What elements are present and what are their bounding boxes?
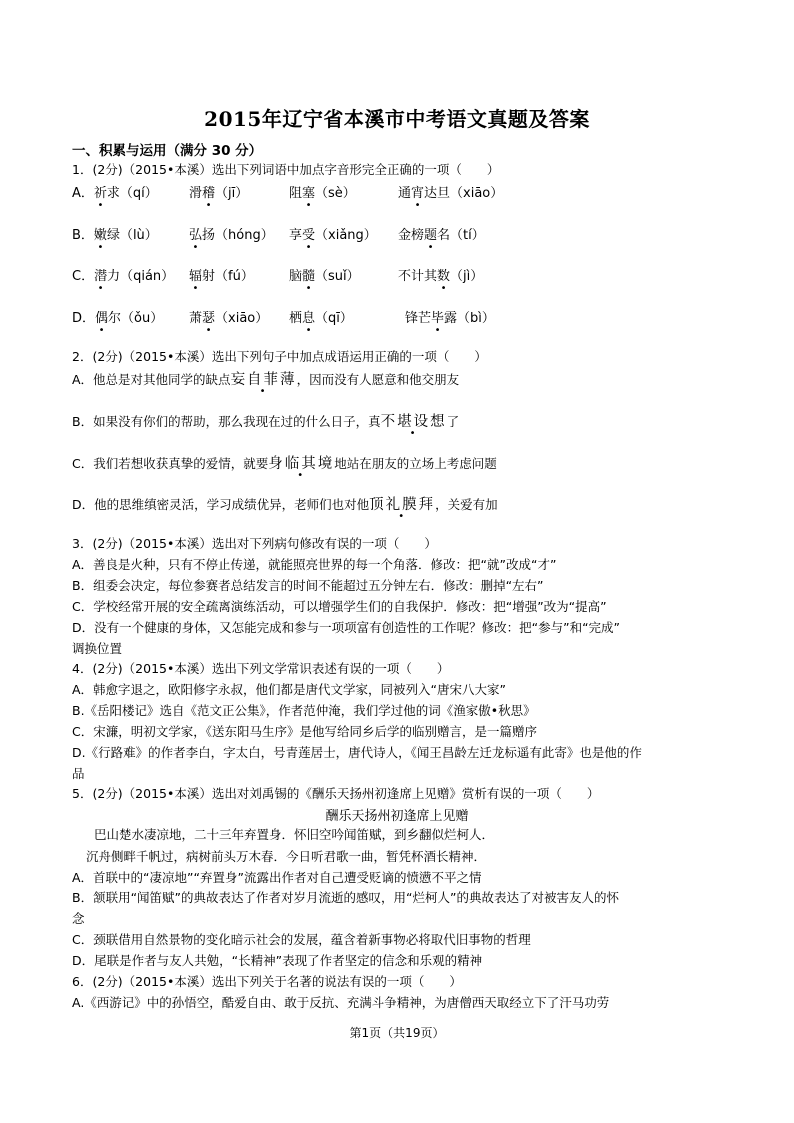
dotted-char: 数	[437, 269, 451, 284]
dotted-char: 髓	[302, 269, 316, 284]
dotted-char: 祈	[93, 186, 107, 201]
dotted-char: 潜	[94, 269, 108, 284]
q2-option-a: A．他总是对其他同学的缺点妄自菲薄，因而没有人愿意和他交朋友	[72, 372, 460, 388]
dotted-idiom: 身临其境	[268, 456, 335, 472]
q1-stem: 1．(2分)（2015•本溪）选出下列词语中加点字音形完全正确的一项（ ）	[72, 162, 500, 177]
q1-a-3: 阻塞（sè）	[289, 186, 356, 201]
dotted-char: 稽	[202, 186, 216, 201]
q3-option-a: A．善良是火种，只有不停止传递，就能照亮世界的每一个角落．修改：把“就”改成“才”	[72, 557, 557, 572]
dotted-char: 嫩	[93, 228, 107, 243]
dotted-char: 偶	[95, 311, 109, 326]
q5-option-c: C．颈联借用自然景物的变化暗示社会的发展，蕴含着新事物必将取代旧事物的哲理	[72, 932, 531, 947]
poem-line-2: 沉舟侧畔千帆过，病树前头万木春．今日听君歌一曲，暂凭杯酒长精神．	[86, 849, 487, 864]
q5-stem: 5．(2分)（2015•本溪）选出对刘禹锡的《酬乐天扬州初逢席上见赠》赏析有误的一项（ ）	[72, 786, 600, 801]
q6-option-a: A.《西游记》中的孙悟空，酷爱自由、敢于反抗、充满斗争精神，为唐僧西天取经立下了汗马功劳	[72, 995, 610, 1010]
q2-option-d: D．他的思维缜密灵活，学习成绩优异，老师们也对他顶礼膜拜，关爱有加	[72, 497, 498, 513]
q1-d-3: 栖息（qī）	[289, 311, 353, 326]
q1-d-1: D．偶尔（ǒu）	[72, 311, 164, 326]
dotted-char: 瑟	[202, 311, 216, 326]
page-footer: 第1页（共19页）	[349, 1026, 445, 1040]
q5-option-a: A．首联中的“凄凉地”“弃置身”流露出作者对自己遭受贬谪的愤懑不平之情	[72, 870, 482, 885]
dotted-char: 弘	[189, 228, 203, 243]
q5-option-b: B．颔联用“闻笛赋”的典故表达了作者对岁月流逝的感叹，用“烂柯人”的典故表达了对被害友人的怀	[72, 890, 619, 905]
dotted-char: 塞	[302, 186, 316, 201]
q3-option-c: C．学校经常开展的安全疏离演练活动，可以增强学生们的自我保护．修改：把“增强”改为“提高”	[72, 599, 607, 614]
section-heading: 一、积累与运用（满分 30 分）	[72, 143, 263, 159]
q1-c-4: 不计其数（jì）	[398, 269, 484, 284]
dotted-char: 题	[424, 228, 438, 243]
q2-option-b: B．如果没有你们的帮助，那么我现在过的什么日子，真不堪设想了	[72, 414, 460, 430]
q1-b-1: B．嫩绿（lù）	[72, 228, 158, 243]
dotted-idiom: 不堪设想	[380, 414, 447, 430]
q3-option-d-cont: 调换位置	[72, 641, 123, 656]
dotted-idiom: 妄自菲薄	[230, 372, 297, 388]
q1-c-1: C．潜力（qián）	[72, 269, 175, 284]
q5-option-d: D．尾联是作者与友人共勉，“长精神”表现了作者坚定的信念和乐观的精神	[72, 953, 483, 968]
q1-d-4: 锋芒毕露（bì）	[405, 311, 495, 326]
q1-a-4: 通宵达旦（xiāo）	[398, 186, 504, 201]
poem-line-1: 巴山楚水凄凉地，二十三年弃置身．怀旧空吟闻笛赋，到乡翻似烂柯人．	[94, 827, 495, 842]
q4-option-a: A．韩愈字退之，欧阳修字永叔，他们都是唐代文学家，同被列入“唐宋八大家”	[72, 682, 507, 697]
q1-b-2: 弘扬（hóng）	[189, 228, 274, 243]
q3-option-b: B．组委会决定，每位参赛者总结发言的时间不能超过五分钟左右．修改：删掉“左右”	[72, 578, 544, 593]
q3-option-d: D．没有一个健康的身体，又怎能完成和参与一项项富有创造性的工作呢？修改：把“参与”和“完成”	[72, 620, 621, 635]
dotted-char: 宵	[411, 186, 425, 201]
q4-option-d: D.《行路难》的作者李白，字太白，号青莲居士，唐代诗人，《闻王昌龄左迁龙标遥有此寄》也是他的作	[72, 745, 642, 760]
q4-stem: 4．(2分)（2015•本溪）选出下列文学常识表述有误的一项（ ）	[72, 661, 450, 676]
q1-a-1: A．祈求（qí）	[72, 186, 158, 201]
q4-option-c: C．宋濂，明初文学家，《送东阳马生序》是他写给同乡后学的临别赠言，是一篇赠序	[72, 724, 537, 739]
q4-option-d-cont: 品	[72, 766, 85, 781]
q1-b-4: 金榜题名（tí）	[398, 228, 485, 243]
dotted-char: 辐	[189, 269, 203, 284]
q1-a-2: 滑稽（jī）	[189, 186, 249, 201]
q4-option-b: B.《岳阳楼记》选自《范文正公集》，作者范仲淹，我们学过他的词《渔家傲•秋思》	[72, 703, 536, 718]
q1-b-3: 享受（xiǎng）	[289, 228, 377, 243]
q1-c-3: 脑髓（suǐ）	[289, 269, 360, 284]
dotted-char: 息	[302, 311, 316, 326]
poem-title: 酬乐天扬州初逢席上见赠	[325, 809, 469, 824]
document-title: 2015年辽宁省本溪市中考语文真题及答案	[204, 107, 590, 131]
q6-stem: 6．(2分)（2015•本溪）选出下列关于名著的说法有误的一项（ ）	[72, 974, 462, 989]
dotted-char: 毕	[431, 311, 445, 326]
q3-stem: 3．(2分)（2015•本溪）选出对下列病句修改有误的一项（ ）	[72, 536, 437, 551]
q2-stem: 2．(2分)（2015•本溪）选出下列句子中加点成语运用正确的一项（ ）	[72, 349, 487, 364]
q5-option-b-cont: 念	[72, 911, 85, 926]
q1-c-2: 辐射（fú）	[189, 269, 254, 284]
dotted-idiom: 顶礼膜拜	[369, 497, 436, 513]
q1-d-2: 萧瑟（xiāo）	[189, 311, 269, 326]
q2-option-c: C．我们若想收获真挚的爱情，就要身临其境地站在朋友的立场上考虑问题	[72, 456, 497, 472]
dotted-char: 受	[302, 228, 316, 243]
